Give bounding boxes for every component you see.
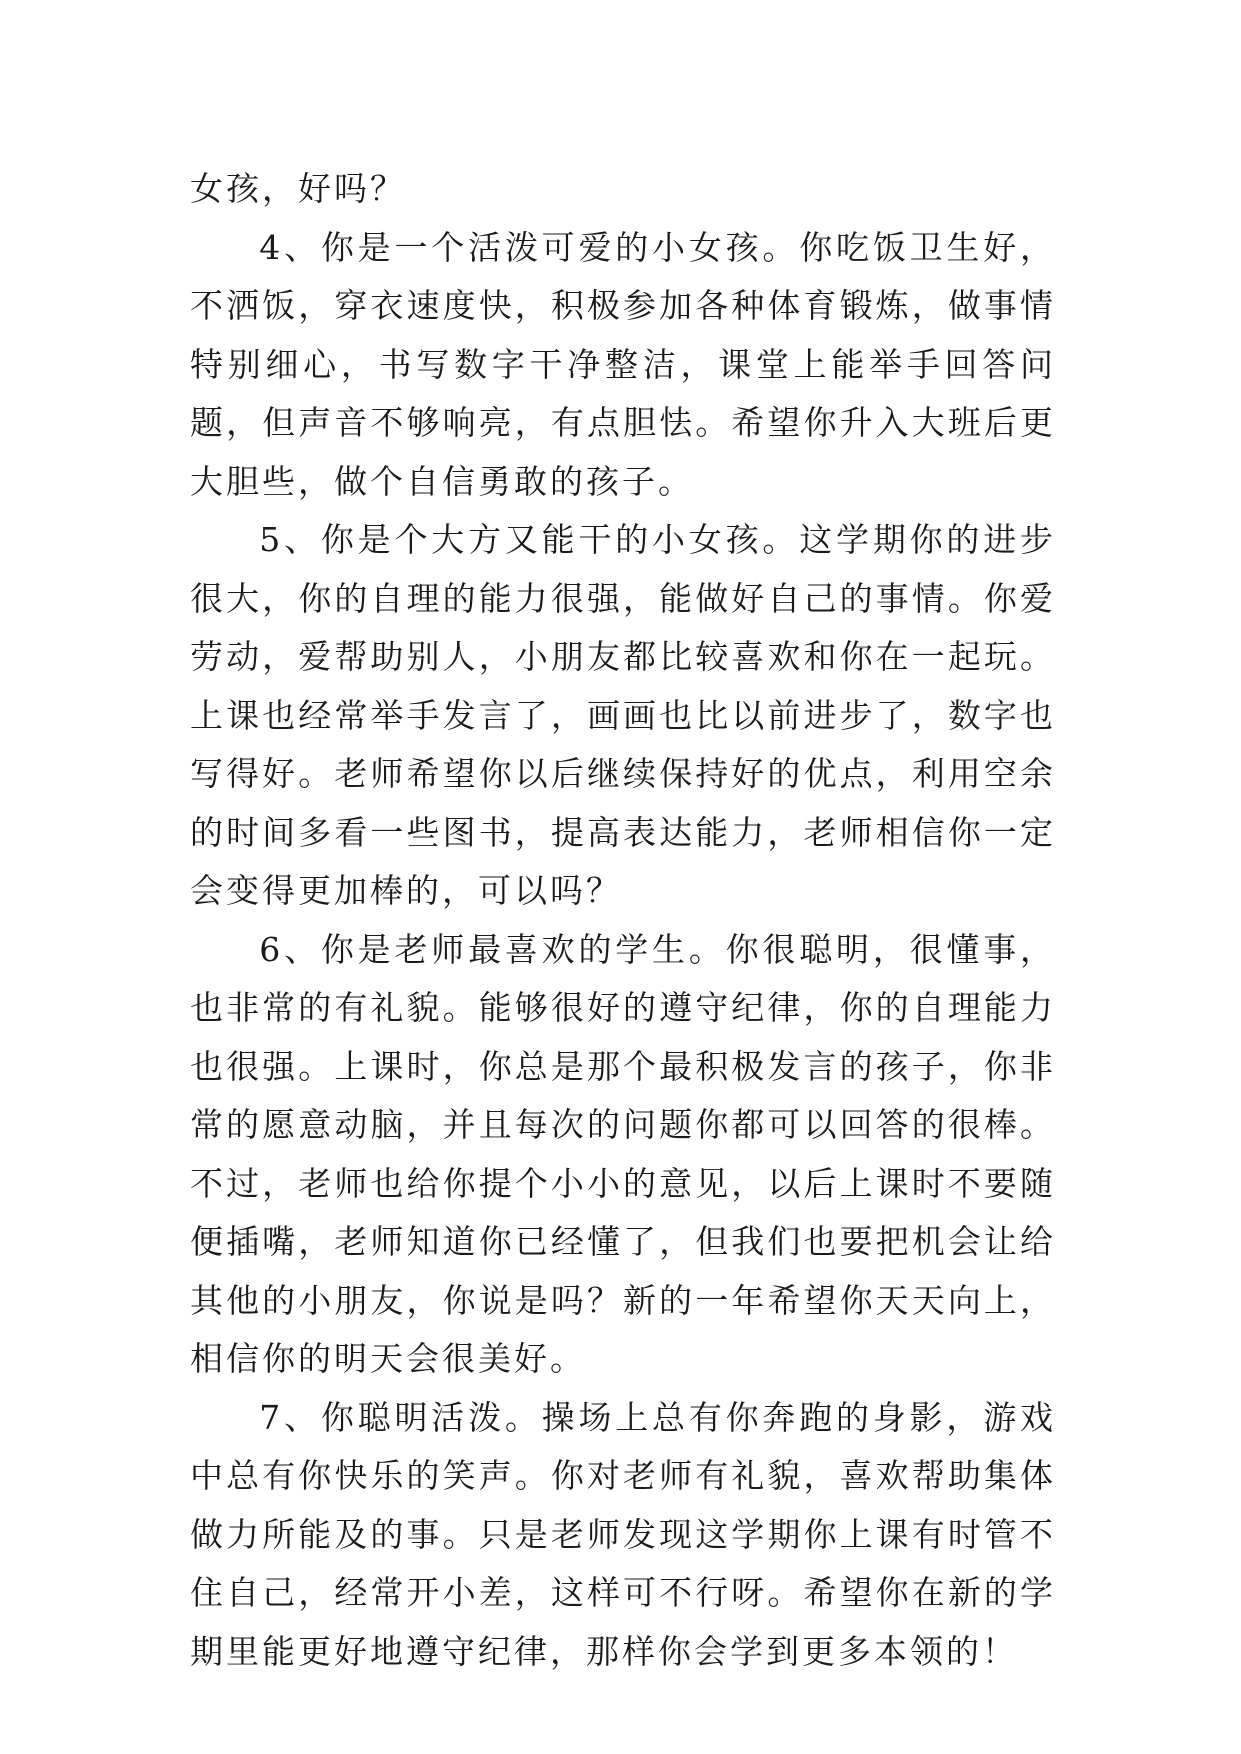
paragraph-item-5: 5、你是个大方又能干的小女孩。这学期你的进步很大，你的自理的能力很强，能做好自己的事情。你爱劳动，爱帮助别人，小朋友都比较喜欢和你在一起玩。上课也经常举手发言了，画画也比以前进步了，数字也写得好。老师希望你以后继续保持好的优点，利用空余的时间多看一些图书，提高表达能力，老师相信你一定会变得更加棒的，可以吗？ — [190, 520, 1056, 910]
paragraph-item-7: 7、你聪明活泼。操场上总有你奔跑的身影，游戏中总有你快乐的笑声。你对老师有礼貌，喜欢帮助集体做力所能及的事。只是老师发现这学期你上课有时管不住自己，经常开小差，这样可不行呀。希望你在新的学期里能更好地遵守纪律，那样你会学到更多本领的！ — [190, 1397, 1056, 1671]
paragraph-item-6: 6、你是老师最喜欢的学生。你很聪明，很懂事，也非常的有礼貌。能够很好的遵守纪律，你的自理能力也很强。上课时，你总是那个最积极发言的孩子，你非常的愿意动脑，并且每次的问题你都可以回答的很棒。不过，老师也给你提个小小的意见，以后上课时不要随便插嘴，老师知道你已经懂了，但我们也要把机会让给其他的小朋友，你说是吗？新的一年希望你天天向上，相信你的明天会很美好。 — [190, 929, 1056, 1378]
paragraph-item-4: 4、你是一个活泼可爱的小女孩。你吃饭卫生好，不洒饭，穿衣速度快，积极参加各种体育锻炼，做事情特别细心，书写数字干净整洁，课堂上能举手回答问题，但声音不够响亮，有点胆怯。希望你升入大班后更大胆些，做个自信勇敢的孩子。 — [190, 227, 1056, 501]
body-text — [190, 160, 1056, 1681]
paragraph-continuation: 女孩，好吗？ — [190, 169, 406, 208]
